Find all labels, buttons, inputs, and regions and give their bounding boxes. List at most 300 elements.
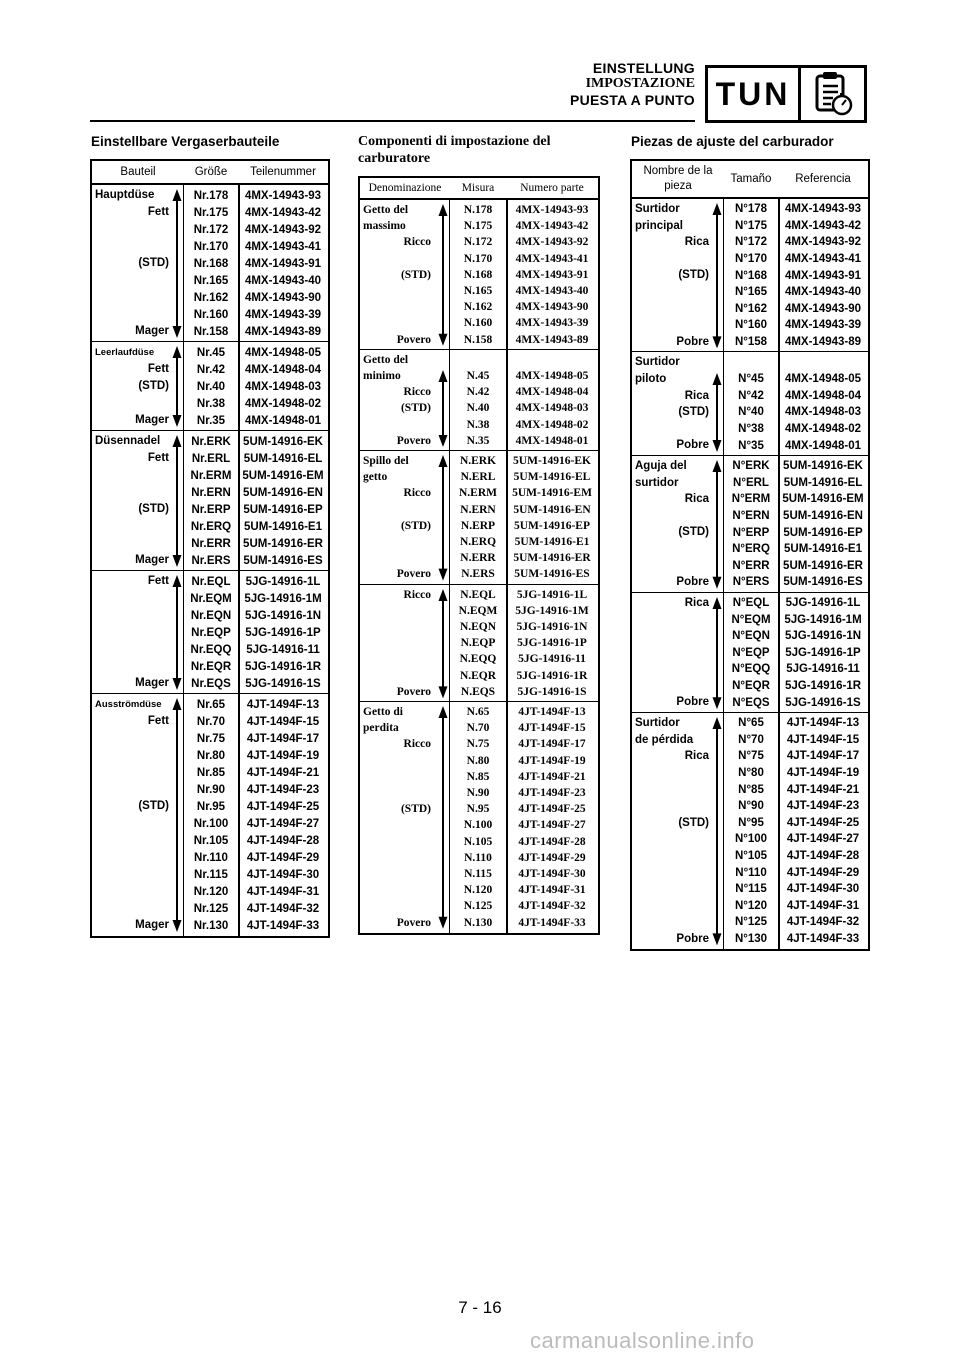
rich-lean-arrow-icon [172,435,182,567]
table-row [184,187,328,204]
size-cell: N.125 [463,900,493,913]
column-divider [238,431,240,571]
table-row [724,748,868,765]
part-number-cell: 5UM-14916-EM [512,487,592,500]
table-row [184,641,328,658]
part-number-cell: 5UM-14916-ES [514,568,590,581]
size-cell: N°EQR [732,680,770,693]
checklist-stopwatch-icon [801,68,864,120]
part-number-cell: 4JT-1494F-21 [518,770,586,783]
size-cell: N°110 [735,866,767,879]
part-group [360,585,598,702]
size-cell: N.EQR [459,669,497,682]
size-cell: Nr.160 [193,308,229,321]
table-row [184,395,328,412]
part-label: (STD) [678,269,709,282]
part-number-cell: 4MX-14943-90 [515,301,589,314]
table-row [724,611,868,628]
rich-lean-arrow-icon [438,455,448,581]
size-cell: Nr.ERM [190,469,232,482]
part-number-cell: 5JG-14916-1R [244,660,322,673]
size-cell: N°90 [738,800,764,813]
part-rows [450,702,598,933]
part-rows [450,350,598,450]
size-cell: Nr.EQM [190,592,232,605]
part-number-cell: 4JT-1494F-28 [246,834,320,847]
size-cell: Nr.120 [193,885,229,898]
table-row [724,574,868,591]
table-row [450,299,598,315]
part-rows [724,352,868,455]
table-row [450,518,598,534]
size-cell: N.ERK [459,455,497,468]
table-row [184,450,328,467]
size-cell: N°130 [734,932,768,945]
size-cell: N°EQQ [731,663,771,676]
column-divider [506,200,508,350]
part-number-cell: 4JT-1494F-29 [246,851,320,864]
table-row [450,251,598,267]
table-row [450,785,598,801]
size-cell: N.130 [463,916,493,929]
part-label: Fett [147,715,169,727]
table-row [724,284,868,301]
size-cell: N°ERQ [732,543,770,556]
part-group [92,342,328,431]
table-row [184,412,328,429]
part-number-cell: 5JG-14916-1N [244,609,322,622]
part-group [632,713,868,949]
size-cell: Nr.178 [193,189,229,202]
table-row [184,255,328,272]
column-title-es: Piezas de ajuste del carburador [631,134,834,149]
table-row [450,566,598,582]
page-number: 7 - 16 [458,1298,502,1317]
part-label: Ricco [403,487,431,500]
rich-lean-arrow-icon [438,204,448,346]
table-row [450,417,598,433]
size-cell: N.ERL [460,471,496,484]
part-group [632,199,868,352]
part-name-cell [360,350,450,451]
part-number-cell: 5UM-14916-ES [783,576,863,589]
table-row [450,433,598,449]
title-de: EINSTELLUNG [592,60,695,76]
table-row [184,849,328,866]
table-row [724,524,868,541]
table-row [724,421,868,438]
rich-lean-arrow-icon [712,373,722,452]
part-label: Düsennadel [95,435,161,447]
table-row [450,736,598,752]
table-row [184,344,328,361]
table-row [184,238,328,255]
part-number-cell: 5JG-14916-1S [517,685,587,698]
part-name-cell [632,199,724,352]
part-name-cell [632,593,724,713]
table-row [184,747,328,764]
part-number-cell: 4JT-1494F-30 [786,883,860,896]
part-rows [184,185,328,341]
part-label: Getto di [363,705,403,718]
size-cell: N°95 [738,816,764,829]
footer-watermark: carmanualsonline.info [530,1328,755,1353]
part-group [632,352,868,456]
part-number-cell: 5JG-14916-1S [785,696,861,709]
part-number-cell: 4JT-1494F-19 [246,749,320,762]
part-name-cell [360,585,450,702]
table-row [450,502,598,518]
part-label: (STD) [678,406,709,419]
part-rows [184,571,328,693]
part-number-cell: 4JT-1494F-25 [246,800,320,813]
size-cell: N°158 [734,336,768,349]
size-cell: Nr.105 [193,834,229,847]
table-row [184,658,328,675]
column-divider [778,593,780,713]
part-number-cell: 5UM-14916-ER [243,537,323,550]
part-number-cell: 4MX-14943-92 [515,236,589,249]
part-number-cell: 4MX-14948-04 [784,389,862,402]
part-number-cell: 5UM-14916-ER [513,552,591,565]
table-row [450,453,598,469]
size-cell: N.160 [463,317,493,330]
table-row [450,882,598,898]
size-cell: Nr.80 [196,749,226,762]
part-label: surtidor [635,476,679,489]
part-number-cell: 5UM-14916-EN [783,510,863,523]
size-cell: N.100 [463,819,493,832]
part-group [360,200,598,350]
part-name-cell [92,571,184,694]
part-number-cell: 5JG-14916-1P [517,637,587,650]
part-number-cell: 4JT-1494F-28 [518,835,586,848]
table-row [184,883,328,900]
part-label: Mager [135,414,169,426]
table-row [450,817,598,833]
table-row [724,848,868,865]
table-row [184,764,328,781]
part-number-cell: 4MX-14943-93 [515,204,589,217]
table-row [184,607,328,624]
part-number-cell: 4MX-14943-93 [784,203,862,216]
size-cell: N°65 [738,717,764,730]
column-header: Teilenummer [250,166,316,178]
size-cell: N°172 [734,236,768,249]
table-row [724,404,868,421]
size-cell: Nr.115 [194,868,228,881]
part-group [632,456,868,593]
part-label: Rica [684,750,709,763]
size-cell: Nr.ERP [191,503,231,516]
table-row [184,535,328,552]
tun-label: TUN [708,68,801,120]
size-cell: N.ERR [460,552,496,565]
column-title-de: Einstellbare Vergaserbauteile [91,134,280,149]
size-cell: Nr.ERS [191,554,231,567]
part-name-cell [92,431,184,571]
table-row [184,518,328,535]
part-number-cell: 4MX-14943-42 [515,220,589,233]
table-row [724,715,868,732]
column-header: Größe [194,166,228,178]
size-cell: Nr.EQS [191,677,231,690]
part-group [360,451,598,585]
table-row [724,661,868,678]
part-number-cell: 4MX-14943-89 [784,336,862,349]
table-header [360,178,598,200]
part-number-cell: 4MX-14943-93 [244,189,322,202]
size-cell: N°ERS [732,576,770,589]
table-row [184,221,328,238]
size-cell: N°105 [734,850,768,863]
part-label: Getto del [363,353,409,366]
table-row [184,713,328,730]
size-cell: N.110 [464,851,492,864]
size-cell: N°EQL [732,597,770,610]
size-cell: Nr.125 [193,902,229,915]
part-label: Ricco [403,386,431,399]
part-number-cell: 4MX-14943-39 [244,308,322,321]
table-row [724,267,868,284]
table-row [450,603,598,619]
part-number-cell: 5UM-14916-EP [513,519,590,532]
part-name-cell [632,352,724,456]
part-number-cell: 5UM-14916-EK [513,455,591,468]
size-cell: N°42 [738,389,764,402]
part-number-cell: 5UM-14916-EN [243,486,323,499]
size-cell: Nr.ERK [191,435,231,448]
size-cell: N.105 [463,835,493,848]
part-number-cell: 4MX-14948-05 [515,370,589,383]
size-cell: N.70 [466,722,490,735]
part-number-cell: 5UM-14916-EL [783,476,863,489]
size-cell: N.65 [466,706,490,719]
part-number-cell: 4MX-14948-02 [784,423,862,436]
part-number-cell: 4MX-14943-91 [515,268,589,281]
part-label: Pobre [676,439,709,452]
table-row [184,798,328,815]
part-name-cell [360,451,450,585]
part-name-cell [632,713,724,949]
size-cell: N°170 [734,253,768,266]
part-rows [724,199,868,351]
part-number-cell: 5UM-14916-EK [783,460,863,473]
part-label: getto [363,471,388,484]
part-number-cell: 4MX-14943-89 [244,325,322,338]
rich-lean-arrow-icon [712,203,722,348]
column-divider [238,694,240,936]
table-row [450,866,598,882]
part-number-cell: 5JG-14916-11 [786,663,860,676]
parts-table-es [630,159,870,951]
part-label: Pobre [676,335,709,348]
table-row [724,558,868,575]
table-row [450,898,598,914]
part-number-cell: 4MX-14948-04 [244,363,322,376]
size-cell: N°EQP [732,646,770,659]
size-cell: N°EQN [732,630,770,643]
part-label: Fett [147,363,169,375]
table-row [724,831,868,848]
table-row [450,234,598,250]
table-header [92,161,328,185]
part-label: Surtidor [635,716,680,729]
table-row [724,914,868,931]
part-number-cell: 4JT-1494F-31 [246,885,320,898]
table-row [724,645,868,662]
size-cell: N°45 [738,373,764,386]
size-cell: N.162 [463,301,493,314]
table-row [450,587,598,603]
part-label: massimo [363,220,406,233]
part-label: Ricco [403,588,431,601]
size-cell: N.175 [463,220,493,233]
part-name-cell [92,694,184,936]
size-cell: Nr.40 [196,380,226,393]
part-label: (STD) [678,526,709,539]
size-cell: N°75 [738,750,764,763]
table-row [450,850,598,866]
part-number-cell: 4MX-14943-40 [784,286,862,299]
table-row [450,720,598,736]
size-cell: N°EQS [732,696,770,709]
size-cell: N.75 [466,738,490,751]
part-rows [184,431,328,570]
table-row [724,437,868,454]
table-row [184,781,328,798]
part-number-cell: 4JT-1494F-27 [518,819,586,832]
part-rows [724,713,868,949]
part-number-cell: 5JG-14916-1M [784,613,862,626]
table-row [450,635,598,651]
column-header: Denominazione [368,182,442,194]
part-label: (STD) [400,402,431,415]
table-row [724,864,868,881]
table-row [724,765,868,782]
parts-table-it [358,176,600,935]
rich-lean-arrow-icon [172,698,182,932]
part-number-cell: 5UM-14916-EM [782,493,864,506]
table-row [724,218,868,235]
size-cell: N.85 [466,770,490,783]
table-row [724,201,868,218]
table-row [184,289,328,306]
table-row [724,458,868,475]
table-row [184,323,328,340]
part-number-cell: 5UM-14916-ES [243,554,323,567]
table-row [724,881,868,898]
part-number-cell: 4JT-1494F-25 [518,803,586,816]
part-number-cell: 4MX-14948-01 [515,434,589,447]
part-label: Rica [684,236,709,249]
table-row [184,467,328,484]
rich-lean-arrow-icon [438,370,448,447]
size-cell: N.168 [463,268,493,281]
part-number-cell: 4JT-1494F-21 [246,766,320,779]
size-cell: N°EQM [731,613,771,626]
size-cell: N.42 [466,386,490,399]
part-number-cell: 5JG-14916-1P [785,646,861,659]
size-cell: Nr.165 [193,274,229,287]
part-label: Surtidor [635,356,680,369]
table-row [724,694,868,711]
size-cell: N°ERK [732,460,770,473]
part-label: (STD) [400,803,431,816]
part-number-cell: 4JT-1494F-21 [786,783,860,796]
rich-lean-arrow-icon [438,706,448,929]
size-cell: Nr.EQP [191,626,231,639]
part-number-cell: 4JT-1494F-15 [786,733,860,746]
size-cell: N.EQQ [459,653,497,666]
size-cell: Nr.EQR [190,660,232,673]
part-label: Rica [684,596,709,609]
size-cell: N.ERP [460,519,496,532]
part-label: Povero [396,568,431,581]
size-cell: Nr.170 [193,240,229,253]
table-row [724,541,868,558]
part-label: Aguja del [635,459,687,472]
table-row [450,704,598,720]
size-cell: N.172 [463,236,493,249]
part-number-cell: 4MX-14943-40 [244,274,322,287]
part-number-cell: 4MX-14943-89 [515,333,589,346]
part-number-cell: 4MX-14943-41 [515,252,589,265]
part-number-cell: 4MX-14943-42 [784,219,862,232]
column-title-it: Componenti di impostazione del carburatore [358,134,551,166]
size-cell: N°175 [734,219,768,232]
part-number-cell: 4JT-1494F-29 [786,866,860,879]
column-divider [506,702,508,933]
column-divider [778,199,780,352]
table-row [450,368,598,384]
size-cell: Nr.EQL [191,575,231,588]
part-label: Fett [147,452,169,464]
part-number-cell: 5JG-14916-1N [784,630,862,643]
table-row [450,668,598,684]
part-rows [184,342,328,430]
size-cell: Nr.172 [193,223,229,236]
table-row [450,753,598,769]
part-number-cell: 4JT-1494F-17 [518,738,586,751]
table-row [184,552,328,569]
header-rule [90,120,695,122]
part-rows [450,451,598,584]
part-number-cell: 4JT-1494F-32 [518,900,586,913]
size-cell: N°85 [738,783,764,796]
part-number-cell: 4JT-1494F-23 [518,787,586,799]
table-row [450,218,598,234]
size-cell: N°120 [734,899,768,912]
part-number-cell: 4MX-14948-02 [244,397,322,410]
part-rows [450,585,598,701]
title-es: PUESTA A PUNTO [569,92,695,108]
part-number-cell: 4MX-14948-05 [244,346,322,359]
part-label: principal [635,219,683,232]
title-it: IMPOSTAZIONE [585,76,695,91]
part-number-cell: 5JG-14916-1S [245,677,321,690]
part-label: Pobre [676,576,709,589]
size-cell: N.ERM [458,487,497,500]
table-row [184,484,328,501]
table-row [450,202,598,218]
table-row [724,508,868,525]
table-row [184,573,328,590]
size-cell: N.ERQ [459,536,497,549]
size-cell: N.90 [466,787,490,799]
size-cell: N°125 [734,916,768,929]
size-cell: N.EQS [460,685,496,698]
